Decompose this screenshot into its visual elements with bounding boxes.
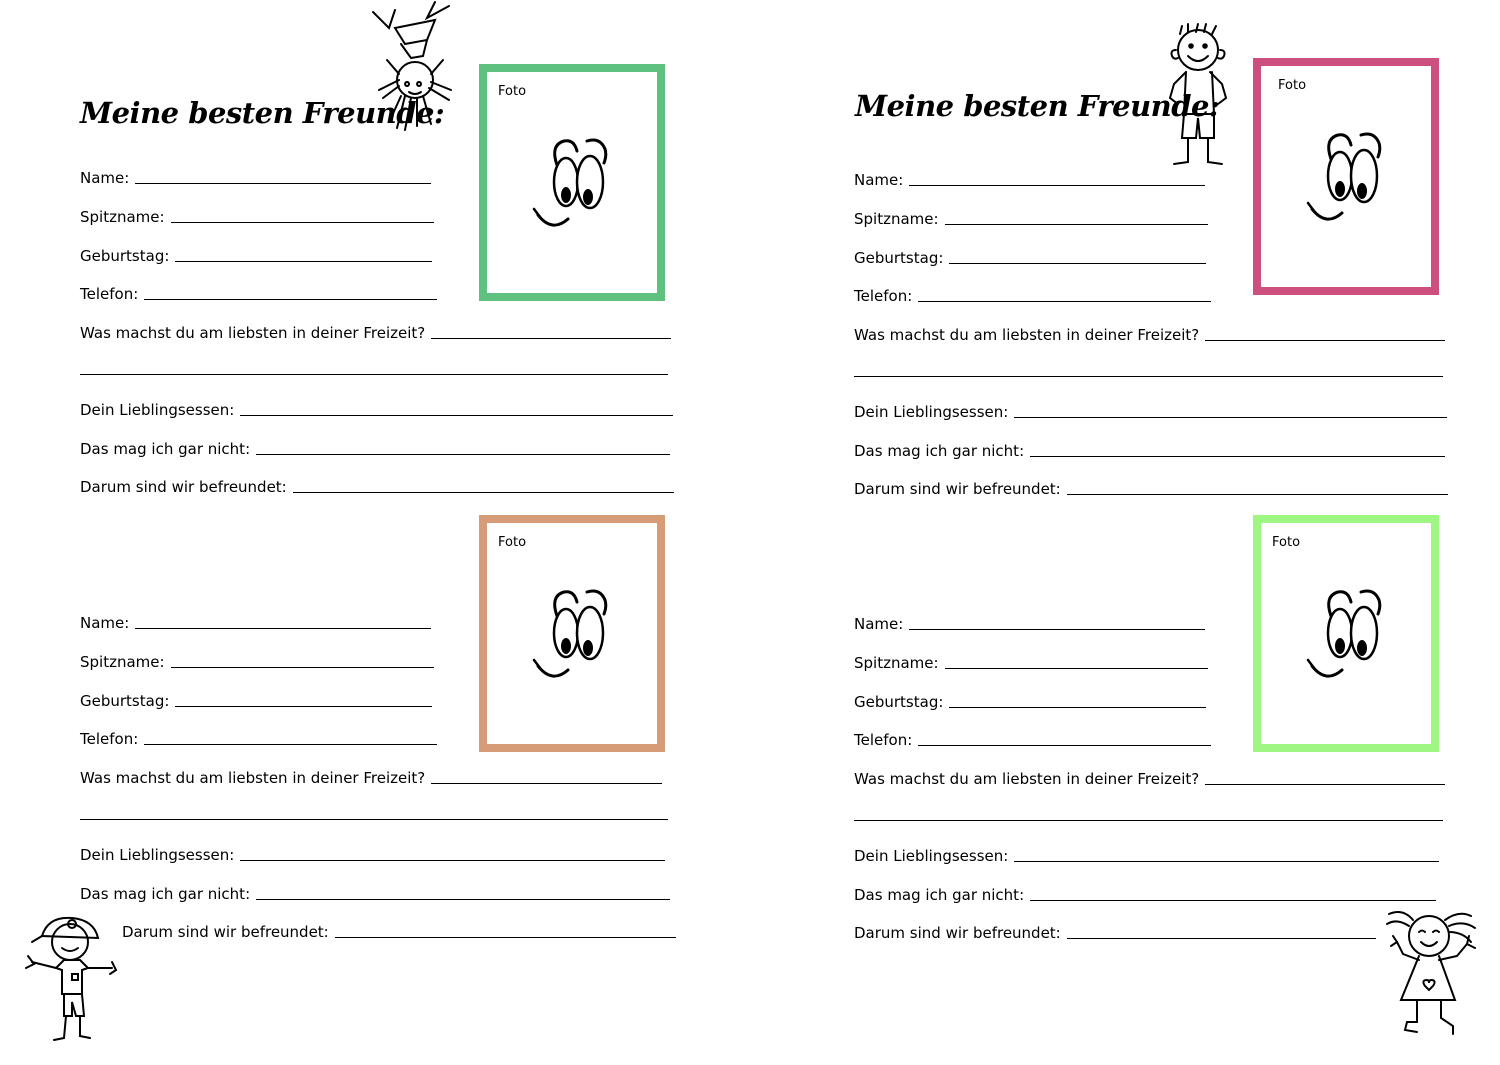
phone-field[interactable] [80,279,437,303]
photo-label: Foto [498,535,527,550]
upside-down-girl-doodle [365,0,465,135]
food-field[interactable] [80,840,665,864]
hobby-extra-line[interactable] [80,374,668,375]
phone-field[interactable] [854,281,1211,305]
write-line[interactable] [1067,494,1448,495]
reason-field[interactable] [854,918,1376,942]
photo-frame[interactable] [479,515,665,752]
reason-label: Darum sind wir befreundet: [122,923,329,941]
phone-label: Telefon: [854,731,913,749]
hobby-extra-line[interactable] [854,820,1443,821]
write-line[interactable] [293,492,674,493]
name-field[interactable] [80,163,431,187]
reason-field[interactable] [122,917,676,941]
write-line[interactable] [144,744,437,745]
dislike-label: Das mag ich gar nicht: [80,440,251,458]
write-line[interactable] [256,899,670,900]
write-line[interactable] [945,668,1208,669]
food-field[interactable] [854,397,1447,421]
standing-boy-doodle [1158,22,1242,170]
hobby-label: Was machst du am liebsten in deiner Freizeit? [854,770,1200,788]
nickname-field[interactable] [80,202,434,226]
write-line[interactable] [1067,938,1376,939]
birthday-field[interactable] [854,243,1206,267]
phone-field[interactable] [80,724,437,748]
page-title: Meine besten Freunde: [80,96,445,130]
photo-frame[interactable] [1253,58,1439,295]
food-label: Dein Lieblingsessen: [854,847,1009,865]
birthday-field[interactable] [80,686,432,710]
write-line[interactable] [135,628,431,629]
nickname-field[interactable] [854,204,1208,228]
name-label: Name: [854,171,904,189]
write-line[interactable] [1014,861,1439,862]
reason-label: Darum sind wir befreundet: [80,478,287,496]
dislike-label: Das mag ich gar nicht: [80,885,251,903]
hobby-field[interactable] [854,320,1445,344]
name-label: Name: [80,169,130,187]
food-field[interactable] [854,841,1439,865]
food-label: Dein Lieblingsessen: [854,403,1009,421]
write-line[interactable] [1030,900,1436,901]
write-line[interactable] [909,185,1205,186]
write-line[interactable] [171,222,434,223]
write-line[interactable] [175,706,432,707]
photo-frame[interactable] [479,64,665,301]
photo-label: Foto [1272,535,1301,550]
write-line[interactable] [135,183,431,184]
name-label: Name: [80,614,130,632]
cap-boy-doodle [24,912,120,1044]
hobby-field[interactable] [854,764,1445,788]
birthday-label: Geburtstag: [854,693,944,711]
name-field[interactable] [80,608,431,632]
hobby-field[interactable] [80,318,671,342]
write-line[interactable] [240,415,673,416]
write-line[interactable] [1030,456,1445,457]
write-line[interactable] [240,860,665,861]
nickname-field[interactable] [854,648,1208,672]
write-line[interactable] [1205,340,1445,341]
photo-label: Foto [1278,78,1307,93]
right-page [750,0,1500,1065]
hobby-label: Was machst du am liebsten in deiner Freizeit? [80,324,426,342]
dislike-label: Das mag ich gar nicht: [854,886,1025,904]
dislike-label: Das mag ich gar nicht: [854,442,1025,460]
hobby-extra-line[interactable] [854,376,1443,377]
hobby-label: Was machst du am liebsten in deiner Freizeit? [80,769,426,787]
birthday-label: Geburtstag: [80,247,170,265]
smiley-face-icon [1301,131,1391,231]
reason-field[interactable] [854,474,1448,498]
phone-label: Telefon: [854,287,913,305]
write-line[interactable] [1014,417,1447,418]
food-field[interactable] [80,395,673,419]
birthday-label: Geburtstag: [854,249,944,267]
dislike-field[interactable] [80,879,670,903]
phone-label: Telefon: [80,285,139,303]
birthday-field[interactable] [80,241,432,265]
write-line[interactable] [949,707,1206,708]
phone-label: Telefon: [80,730,139,748]
write-line[interactable] [949,263,1206,264]
write-line[interactable] [256,454,670,455]
smiley-face-icon [527,137,617,237]
food-label: Dein Lieblingsessen: [80,401,235,419]
nickname-field[interactable] [80,647,434,671]
dislike-field[interactable] [854,880,1436,904]
write-line[interactable] [431,783,662,784]
birthday-label: Geburtstag: [80,692,170,710]
nickname-label: Spitzname: [854,210,939,228]
smiley-face-icon [527,588,617,688]
write-line[interactable] [945,224,1208,225]
write-line[interactable] [918,745,1211,746]
smiley-face-icon [1301,588,1391,688]
write-line[interactable] [1205,784,1445,785]
write-line[interactable] [335,937,676,938]
write-line[interactable] [175,261,432,262]
hobby-label: Was machst du am liebsten in deiner Freizeit? [854,326,1200,344]
write-line[interactable] [918,301,1211,302]
photo-frame[interactable] [1253,515,1439,752]
phone-field[interactable] [854,725,1211,749]
reason-field[interactable] [80,472,674,496]
reason-label: Darum sind wir befreundet: [854,924,1061,942]
waving-girl-doodle [1383,906,1479,1042]
hobby-field[interactable] [80,763,662,787]
name-field[interactable] [854,609,1205,633]
food-label: Dein Lieblingsessen: [80,846,235,864]
birthday-field[interactable] [854,687,1206,711]
write-line[interactable] [144,299,437,300]
write-line[interactable] [909,629,1205,630]
photo-label: Foto [498,84,527,99]
dislike-field[interactable] [80,434,670,458]
write-line[interactable] [431,338,671,339]
write-line[interactable] [171,667,434,668]
nickname-label: Spitzname: [80,653,165,671]
name-label: Name: [854,615,904,633]
hobby-extra-line[interactable] [80,819,668,820]
nickname-label: Spitzname: [854,654,939,672]
reason-label: Darum sind wir befreundet: [854,480,1061,498]
dislike-field[interactable] [854,436,1445,460]
nickname-label: Spitzname: [80,208,165,226]
name-field[interactable] [854,165,1205,189]
page-title: Meine besten Freunde: [855,89,1220,123]
